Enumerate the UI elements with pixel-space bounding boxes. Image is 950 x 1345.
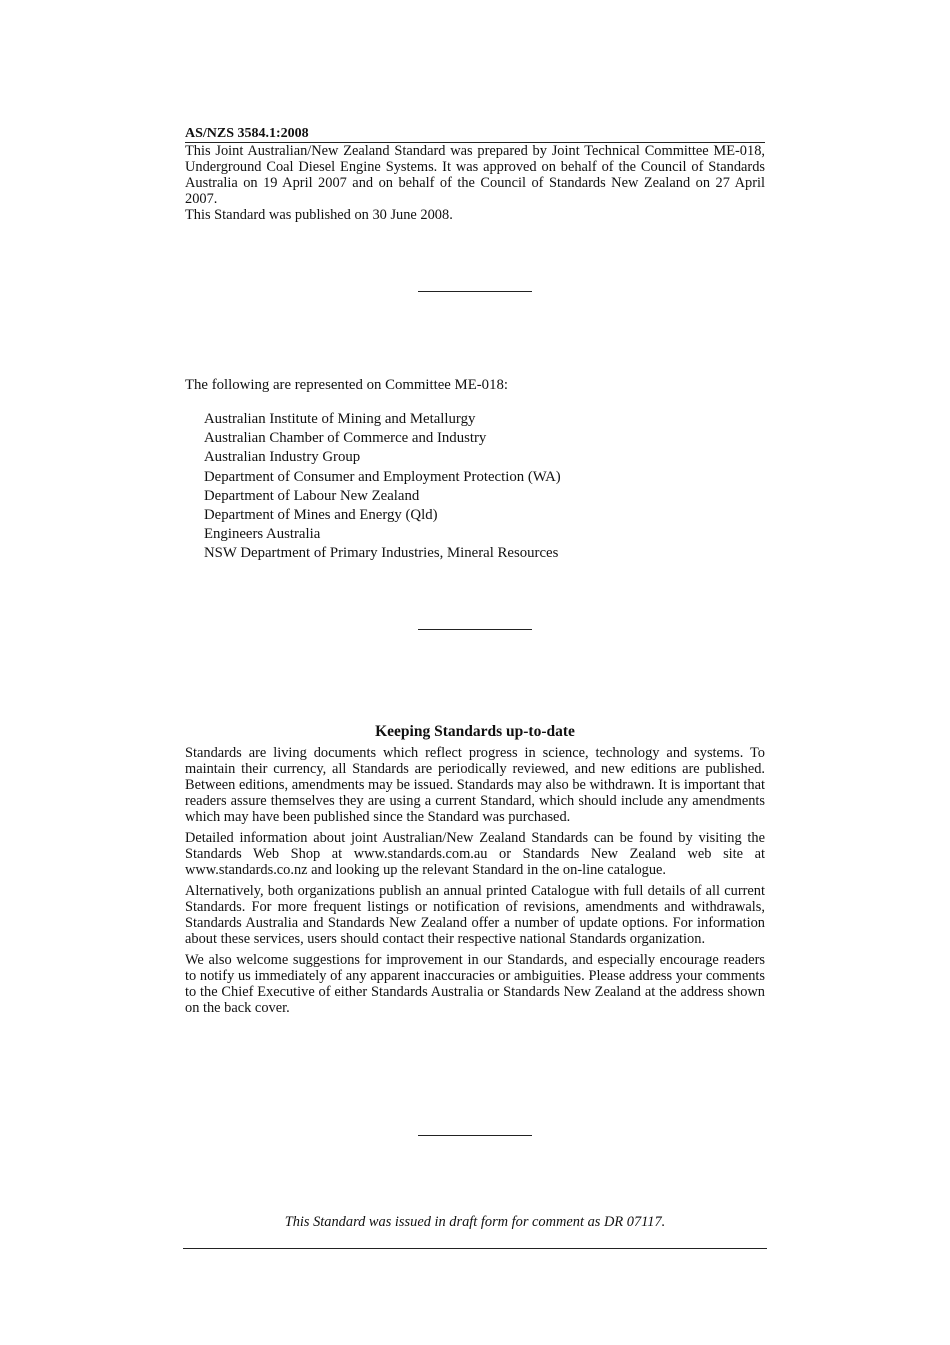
preparation-paragraph: This Joint Australian/New Zealand Standard was prepared by Joint Technical Committee ME-018, Underground Coal Diesel Engine Systems. It was approved on behalf of the Council of Standards Australia on 19 April 2007 and on behalf of the Council of Standards New Zealand on 27 April 2007. <box>185 143 765 207</box>
committee-member: Department of Mines and Energy (Qld) <box>204 507 438 524</box>
committee-member-list <box>204 410 561 564</box>
body-paragraph: Detailed information about joint Australian/New Zealand Standards can be found by visiting the Standards Web Shop at www.standards.com.au or Standards New Zealand web site at www.standards.co.nz and looking up the relevant Standard in the on-line catalogue. <box>185 830 765 878</box>
section-heading: Keeping Standards up-to-date <box>375 723 575 740</box>
committee-intro: The following are represented on Committee ME-018: <box>185 377 508 393</box>
publication-date: This Standard was published on 30 June 2008. <box>185 207 453 223</box>
footer-rule <box>183 1248 767 1249</box>
committee-member: Australian Institute of Mining and Metallurgy <box>204 411 476 427</box>
committee-member: Engineers Australia <box>204 526 321 543</box>
committee-member: Department of Labour New Zealand <box>204 487 420 504</box>
committee-member: Department of Consumer and Employment Protection (WA) <box>204 468 561 485</box>
document-id: AS/NZS 3584.1:2008 <box>185 126 309 141</box>
section-divider-2 <box>418 629 532 630</box>
committee-intro-block <box>185 376 765 394</box>
body-paragraph: Standards are living documents which reflect progress in science, technology and systems. To maintain their currency, all Standards are periodically reviewed, and new editions are published. Between editions, amendments may be issued. Standards may also be withdrawn. It is important that readers assure themselves they are using a current Standard, which should include any amendments which may have been published since the Standard was purchased. <box>185 745 765 825</box>
keeping-standards-section <box>185 723 765 1021</box>
body-paragraph: We also welcome suggestions for improvement in our Standards, and especially encourage readers to notify us immediately of any apparent inaccuracies or ambiguities. Please address your comments to the Chief Executive of either Standards Australia or Standards New Zealand at the address shown on the back cover. <box>185 952 765 1016</box>
committee-member: Australian Industry Group <box>204 449 361 466</box>
section-divider-1 <box>418 291 532 292</box>
body-paragraph: Alternatively, both organizations publish an annual printed Catalogue with full details of all current Standards. For more frequent listings or notification of revisions, amendments and withdrawals, Standards Australia and Standards New Zealand offer a number of update options. For information about these services, users should contact their respective national Standards organization. <box>185 883 765 947</box>
section-divider-3 <box>418 1135 532 1136</box>
committee-member: Australian Chamber of Commerce and Industry <box>204 430 487 447</box>
draft-note: This Standard was issued in draft form for comment as DR 07117. <box>284 1214 666 1230</box>
preparation-section <box>185 126 765 223</box>
committee-member: NSW Department of Primary Industries, Mineral Resources <box>204 545 559 562</box>
